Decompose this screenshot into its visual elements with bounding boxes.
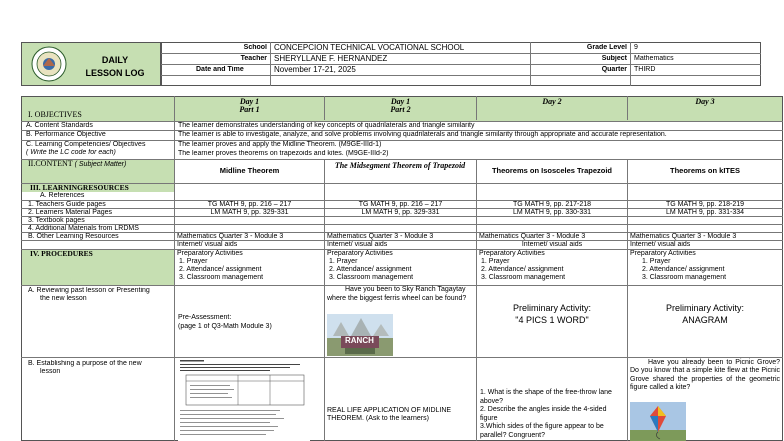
prep-activities-day1b: Preparatory Activities 1. Prayer 2. Attendance/ assignment 3. Classroom management (327, 250, 414, 281)
quarter-value: THIRD (634, 66, 656, 73)
additional-day1b: Mathematics Quarter 3 - Module 3 (327, 233, 434, 240)
textbook-label: 3. Textbook pages (28, 217, 85, 224)
lm-day3: LM MATH 9, pp. 331-334 (665, 209, 745, 216)
performance-label: B. Performance Objective (26, 131, 106, 138)
sky-ranch-photo (327, 314, 393, 356)
other-label: B. Other Learning Resources (28, 233, 119, 240)
competency-1: The learner proves and apply the Midline Theorem. (M9GE-IIId-1) (178, 141, 382, 148)
tg-label: 1. Teachers Guide pages (28, 201, 106, 208)
picnic-grove-kite-photo (630, 402, 686, 441)
performance-text: The learner is able to investigate, analyze, and solve problems involving quadrilaterals and triangle similarity through appropriate and accurate representation. (178, 131, 667, 138)
date-label: Date and Time (196, 66, 244, 73)
quarter-label: Quarter (601, 66, 627, 73)
date-value: November 17-21, 2025 (274, 65, 356, 74)
dll-title-line1: DAILY (101, 55, 129, 65)
review-label-line1: A. Reviewing past lesson or Presenting (28, 287, 150, 294)
competencies-note: ( Write the LC code for each) (26, 149, 116, 156)
purpose-question-1: 1. What is the shape of the free-throw lane above? (480, 389, 612, 405)
real-life-application-line1: REAL LIFE APPLICATION OF MIDLINE (327, 407, 452, 414)
other-day1a: Internet/ visual aids (177, 241, 238, 248)
grade-value: 9 (634, 44, 638, 51)
competencies-label: C. Learning Competencies/ Objectives (26, 141, 146, 148)
review-label-line2: the new lesson (40, 295, 87, 302)
pre-assessment-title: Pre-Assessment: (178, 314, 232, 321)
subject-value: Mathematics (634, 55, 674, 62)
lm-day1a: LM MATH 9, pp. 329-331 (210, 209, 289, 216)
day-header-4: Day 3 (695, 97, 715, 106)
topic-day3: Theorems on kITES (669, 167, 741, 175)
purpose-question-2: 2. Describe the angles inside the 4-sided figure (480, 406, 607, 422)
day-header-1: Day 1 Part 1 (239, 97, 260, 114)
prelim-activity-day2-title: Preliminary Activity: (512, 303, 592, 313)
additional-label: 4. Additional Materials from LRDMS (28, 225, 139, 232)
picnic-grove-text: Have you already been to Picnic Grove? Do you know that a simple kite flew at the Picnic Grove shared the properties of the geometric figure called a kite? (630, 359, 780, 391)
lm-day1b: LM MATH 9, pp. 329-331 (361, 209, 440, 216)
topic-day1a: Midline Theorem (219, 167, 280, 175)
references-label: A. References (40, 192, 85, 199)
teacher-value: SHERYLLANE F. HERNANDEZ (274, 54, 388, 63)
lm-day2: LM MATH 9, pp. 330-331 (512, 209, 592, 216)
purpose-question-3: 3.Which sides of the figure appear to be parallel? Congruent? (480, 423, 604, 439)
content-label: II.CONTENT ( Subject Matter) (28, 160, 127, 168)
pre-assessment-ref: (page 1 of Q3-Math Module 3) (178, 323, 272, 330)
purpose-day2-questions (480, 389, 625, 440)
lm-label: 2. Learners Material Pages (28, 209, 113, 216)
purpose-label-line2: lesson (40, 368, 61, 375)
tg-day1b: TG MATH 9, pp. 216 – 217 (358, 201, 443, 208)
prelim-activity-day3-name: ANAGRAM (682, 315, 728, 325)
additional-day2: Mathematics Quarter 3 - Module 3 (479, 233, 586, 240)
purpose-label-line1: B. Establishing a purpose of the new (28, 360, 142, 367)
deped-seal-logo (31, 46, 67, 82)
school-value: CONCEPCION TECHNICAL VOCATIONAL SCHOOL (274, 43, 465, 52)
other-day3: Internet/ visual aids (630, 241, 691, 248)
topic-day1b: The Midsegment Theorem of Trapezoid (334, 161, 466, 170)
worksheet-thumbnail (178, 358, 310, 441)
sky-ranch-sign: RANCH (345, 337, 374, 345)
procedures-title: IV. PROCEDURES (30, 250, 93, 258)
other-day2: Internet/ visual aids (521, 241, 583, 248)
day-header-3: Day 2 (542, 97, 562, 106)
prep-activities-day3: Preparatory Activities 1. Prayer 2. Attendance/ assignment 3. Classroom management (630, 250, 727, 281)
additional-day3: Mathematics Quarter 3 - Module 3 (630, 233, 737, 240)
content-standards-text: The learner demonstrates understanding of key concepts of quadrilaterals and triangle similarity (178, 122, 475, 129)
prep-activities-day2: Preparatory Activities 1. Prayer 2. Attendance/ assignment 3. Classroom management (479, 250, 566, 281)
prelim-activity-day2-name: "4 PICS 1 WORD" (515, 315, 589, 325)
teacher-label: Teacher (240, 55, 267, 62)
prep-activities-day1a: Preparatory Activities 1. Prayer 2. Attendance/ assignment 3. Classroom management (177, 250, 264, 281)
resources-title: III. LEARNINGRESOURCES (30, 184, 129, 192)
sky-ranch-question: Have you been to Sky Ranch Tagaytay where the biggest ferris wheel can be found? (327, 286, 467, 302)
other-day1b: Internet/ visual aids (327, 241, 388, 248)
objectives-title: I. OBJECTIVES (28, 110, 82, 119)
real-life-application-line2: THEOREM. (Ask to the learners) (327, 415, 429, 422)
day-header-2: Day 1 Part 2 (390, 97, 411, 114)
dll-title-line2: LESSON LOG (85, 68, 145, 78)
prelim-activity-day3-title: Preliminary Activity: (665, 303, 745, 313)
content-standards-label: A. Content Standards (26, 122, 93, 129)
topic-day2: Theorems on Isosceles Trapezoid (491, 167, 613, 175)
school-label: School (243, 44, 267, 51)
grade-label: Grade Level (586, 44, 627, 51)
subject-label: Subject (601, 55, 627, 62)
tg-day3: TG MATH 9, pp. 218-219 (665, 201, 745, 208)
additional-day1a: Mathematics Quarter 3 - Module 3 (177, 233, 284, 240)
tg-day1a: TG MATH 9, pp. 216 – 217 (207, 201, 292, 208)
tg-day2: TG MATH 9, pp. 217-218 (512, 201, 592, 208)
competency-2: The learner proves theorems on trapezoids and kites. (M9GE-IIId-2) (178, 150, 389, 157)
